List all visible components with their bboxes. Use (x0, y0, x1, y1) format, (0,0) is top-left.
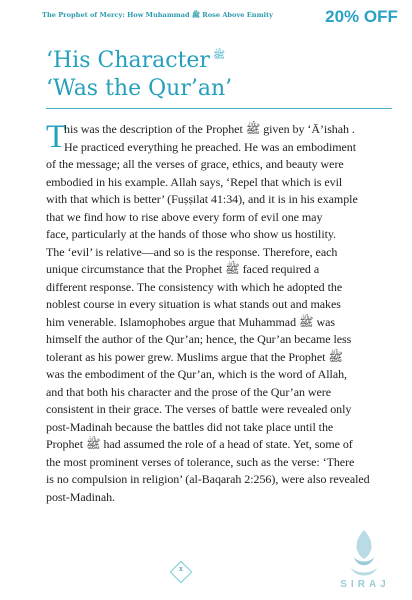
body-line: embodied in his example. Allah says, ‘Repel that which is evil (46, 174, 343, 189)
body-line: different response. The consistency with which he adopted the (46, 279, 343, 294)
body-line: Prophet ﷺ had assumed the role of a head of state. Yet, some of (46, 437, 353, 451)
running-head: The Prophet of Mercy: How Muhammad ﷺ Rose Above Enmity (42, 11, 273, 19)
body-line: consistent in their grace. The verses of battle were revealed only (46, 402, 352, 416)
chapter-title-text-1: ‘His Character (46, 48, 210, 73)
drop-cap: T (46, 119, 67, 155)
discount-badge: 20% OFF (311, 0, 412, 33)
chapter-title (46, 42, 232, 103)
body-line: face, particularly at the hands of those who show us hostility. (46, 227, 337, 241)
siraj-flame-logo-icon (345, 528, 383, 580)
chapter-title-line-2: ‘Was the Qur’an’ (46, 76, 233, 101)
body-line: and that both his character and the prose of the Qur’an were (46, 384, 331, 399)
body-line: him venerable. Islamophobes argue that Muhammad ﷺ was (46, 314, 335, 329)
body-line: noblest course in every situation is what stands out and makes (46, 297, 341, 311)
body-line: with that which is better’ (Fuṣṣilat 41:34), and it is in his example (46, 192, 358, 206)
body-line: was the embodiment of the Qur’an, which is the word of Allah, (46, 367, 347, 381)
body-line: post-Madinah. (46, 489, 116, 504)
body-line: unique circumstance that the Prophet ﷺ faced required a (46, 262, 320, 276)
body-line: himself the author of the Qur’an; hence, the Qur’an became less (46, 332, 352, 346)
body-paragraph (46, 121, 392, 506)
title-divider (46, 108, 392, 109)
body-line: The ‘evil’ is relative—and so is the response. Therefore, each (46, 244, 338, 259)
honorific-icon: ﷺ (212, 50, 226, 61)
body-line: tolerant as his power grew. Muslims argue that the Prophet ﷺ (46, 349, 343, 364)
body-line: He practiced everything he preached. He was an embodiment (64, 139, 357, 154)
body-line: the most prominent verses of tolerance, such as the verse: ‘There (46, 454, 355, 469)
publisher-logo-text: SIRAJ (340, 579, 390, 590)
body-line: of the message; all the verses of grace, ethics, and beauty were (46, 157, 344, 171)
body-line: is no compulsion in religion’ (al-Baqarah 2:256), were also revealed (46, 472, 370, 486)
body-line: post-Madinah because the battles did not take place until the (46, 419, 334, 434)
page-number: x (179, 565, 183, 573)
body-line: his was the description of the Prophet ﷺ given by ‘Ā’ishah . (64, 122, 355, 136)
body-line: that we find how to rise above every form of evil one may (46, 209, 323, 224)
chapter-title-line-1 (46, 42, 232, 75)
